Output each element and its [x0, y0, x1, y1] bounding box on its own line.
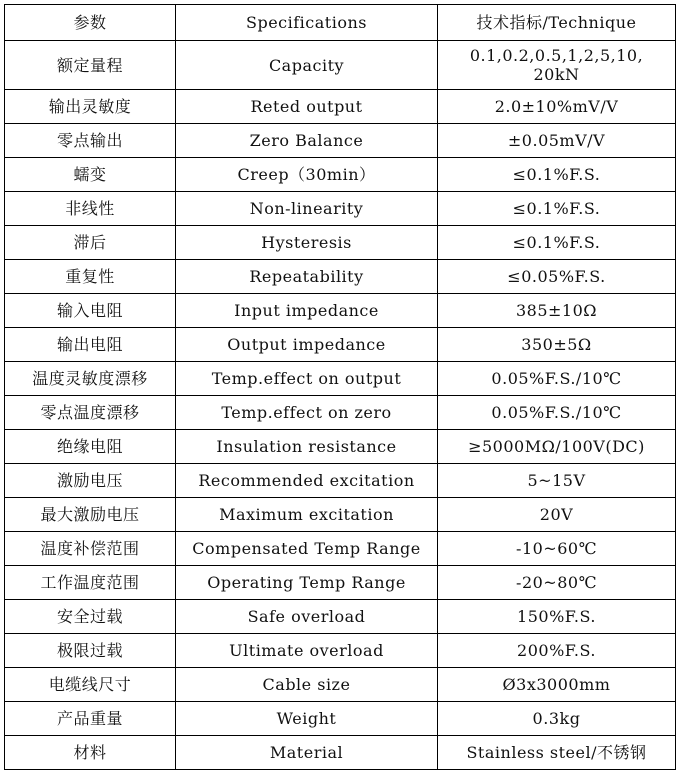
table-row	[5, 634, 676, 668]
value-cell: 0.3kg	[438, 702, 676, 736]
table-row	[5, 90, 676, 124]
spec-cell: Cable size	[176, 668, 438, 702]
param-cell: 温度灵敏度漂移	[5, 362, 176, 396]
table-row	[5, 430, 676, 464]
param-cell: 最大激励电压	[5, 498, 176, 532]
spec-cell: Recommended excitation	[176, 464, 438, 498]
table-row	[5, 498, 676, 532]
spec-cell: Zero Balance	[176, 124, 438, 158]
spec-cell: Creep（30min）	[176, 158, 438, 192]
spec-cell: Ultimate overload	[176, 634, 438, 668]
table-row	[5, 124, 676, 158]
value-cell: ±0.05mV/V	[438, 124, 676, 158]
param-cell: 安全过载	[5, 600, 176, 634]
param-cell: 零点输出	[5, 124, 176, 158]
value-cell: 5~15V	[438, 464, 676, 498]
value-cell: 0.05%F.S./10℃	[438, 362, 676, 396]
param-cell: 材料	[5, 736, 176, 770]
param-cell: 工作温度范围	[5, 566, 176, 600]
table-row	[5, 294, 676, 328]
header-row	[5, 5, 676, 41]
spec-cell: Temp.effect on output	[176, 362, 438, 396]
spec-cell: Repeatability	[176, 260, 438, 294]
table-row	[5, 702, 676, 736]
spec-cell: Maximum excitation	[176, 498, 438, 532]
value-cell: 0.05%F.S./10℃	[438, 396, 676, 430]
spec-cell: Output impedance	[176, 328, 438, 362]
spec-cell: Temp.effect on zero	[176, 396, 438, 430]
value-cell: 150%F.S.	[438, 600, 676, 634]
value-cell: ≥5000MΩ/100V(DC)	[438, 430, 676, 464]
param-cell: 重复性	[5, 260, 176, 294]
header-specifications: Specifications	[176, 5, 438, 41]
table-row	[5, 736, 676, 770]
param-cell: 输入电阻	[5, 294, 176, 328]
value-cell: Ø3x3000mm	[438, 668, 676, 702]
param-cell: 非线性	[5, 192, 176, 226]
spec-cell: Hysteresis	[176, 226, 438, 260]
param-cell: 蠕变	[5, 158, 176, 192]
param-cell: 零点温度漂移	[5, 396, 176, 430]
table-row	[5, 362, 676, 396]
table-row	[5, 464, 676, 498]
table-row	[5, 192, 676, 226]
param-cell: 输出电阻	[5, 328, 176, 362]
spec-cell: Input impedance	[176, 294, 438, 328]
param-cell: 产品重量	[5, 702, 176, 736]
header-technique: 技术指标/Technique	[438, 5, 676, 41]
table-row	[5, 532, 676, 566]
spec-cell: Safe overload	[176, 600, 438, 634]
param-cell: 极限过载	[5, 634, 176, 668]
value-cell: 2.0±10%mV/V	[438, 90, 676, 124]
spec-cell: Material	[176, 736, 438, 770]
value-cell: -20~80℃	[438, 566, 676, 600]
spec-cell: Compensated Temp Range	[176, 532, 438, 566]
value-cell: 200%F.S.	[438, 634, 676, 668]
specifications-table	[4, 4, 676, 770]
value-cell: 385±10Ω	[438, 294, 676, 328]
header-param: 参数	[5, 5, 176, 41]
table-row	[5, 396, 676, 430]
table-row	[5, 600, 676, 634]
table-row	[5, 668, 676, 702]
param-cell: 额定量程	[5, 41, 176, 90]
spec-cell: Weight	[176, 702, 438, 736]
param-cell: 绝缘电阻	[5, 430, 176, 464]
table-row	[5, 158, 676, 192]
table-row	[5, 260, 676, 294]
value-cell: ≤0.05%F.S.	[438, 260, 676, 294]
value-cell: -10~60℃	[438, 532, 676, 566]
table-row	[5, 566, 676, 600]
param-cell: 输出灵敏度	[5, 90, 176, 124]
value-cell: 20V	[438, 498, 676, 532]
table-row	[5, 328, 676, 362]
spec-cell: Insulation resistance	[176, 430, 438, 464]
table-row	[5, 41, 676, 90]
value-cell: ≤0.1%F.S.	[438, 192, 676, 226]
value-cell: ≤0.1%F.S.	[438, 226, 676, 260]
param-cell: 电缆线尺寸	[5, 668, 176, 702]
table-row	[5, 226, 676, 260]
spec-cell: Reted output	[176, 90, 438, 124]
value-cell: 0.1,0.2,0.5,1,2,5,10, 20kN	[438, 41, 676, 90]
value-cell: ≤0.1%F.S.	[438, 158, 676, 192]
spec-cell: Capacity	[176, 41, 438, 90]
value-cell: Stainless steel/不锈钢	[438, 736, 676, 770]
param-cell: 滞后	[5, 226, 176, 260]
spec-cell: Operating Temp Range	[176, 566, 438, 600]
param-cell: 激励电压	[5, 464, 176, 498]
spec-cell: Non-linearity	[176, 192, 438, 226]
value-cell: 350±5Ω	[438, 328, 676, 362]
param-cell: 温度补偿范围	[5, 532, 176, 566]
